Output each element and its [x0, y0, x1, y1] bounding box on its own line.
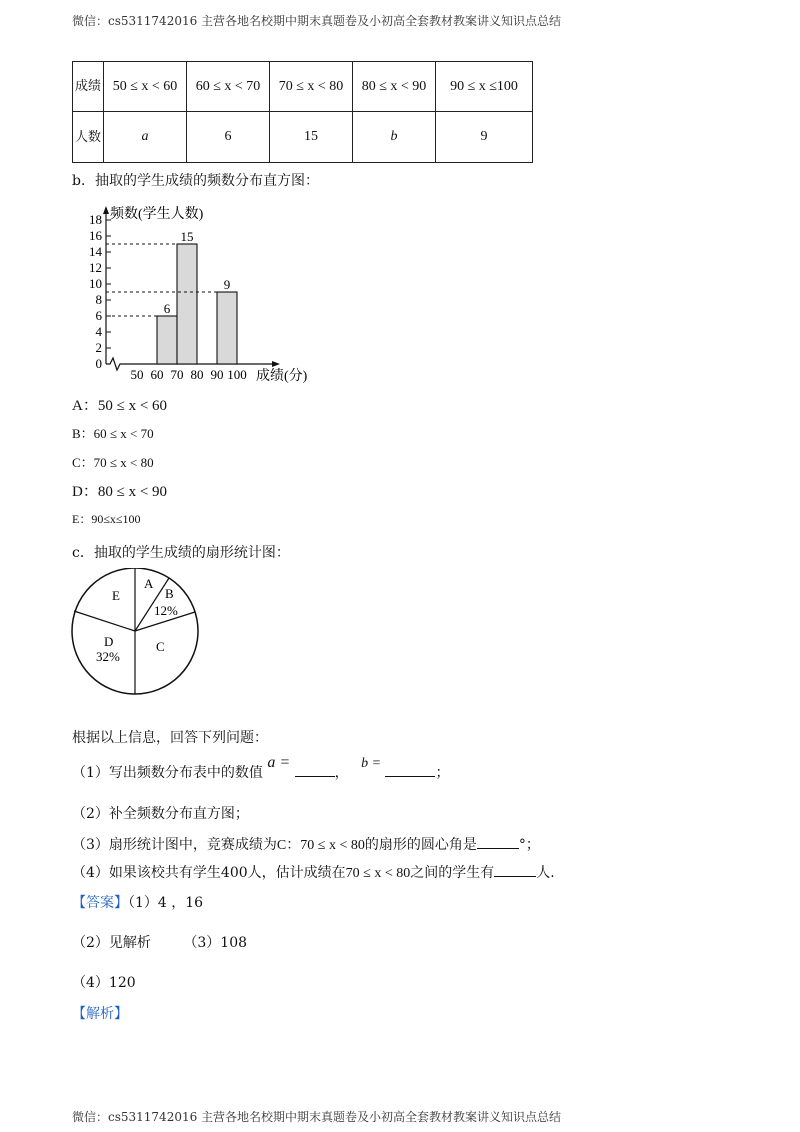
analysis-tag: 【解析】 — [72, 1006, 128, 1022]
table-cell-count: 9 — [436, 112, 533, 163]
q4-blank[interactable] — [494, 876, 536, 877]
section-c-title: c．抽取的学生成绩的扇形统计图： — [72, 545, 290, 561]
pie-label-b: B — [165, 586, 174, 601]
y-tick-label: 0 — [95, 356, 102, 371]
y-tick-label: 16 — [89, 228, 102, 243]
y-tick-label: 2 — [95, 340, 102, 355]
pie-chart — [68, 568, 202, 698]
table-cell-range: 90 ≤ x ≤100 — [436, 62, 533, 112]
y-tick-label: 14 — [89, 244, 102, 259]
q4-text: （4）如果该校共有学生400人，估计成绩在 — [72, 865, 346, 881]
q4-math: 70 ≤ x < 80 — [345, 866, 411, 881]
y-tick-label: 12 — [89, 260, 102, 275]
question-3 — [72, 834, 540, 854]
x-axis-arrow — [272, 361, 280, 367]
q3-math: C：70 ≤ x < 80 — [276, 838, 365, 853]
y-tick-label: 4 — [95, 324, 102, 339]
y-axis-arrow — [103, 206, 109, 214]
pie-label-d: D — [104, 634, 114, 649]
x-tick-label: 50 — [130, 367, 144, 382]
frequency-table — [72, 61, 533, 163]
q3-blank[interactable] — [477, 848, 519, 849]
option-d: D：80 ≤ x < 90 — [72, 484, 168, 500]
x-axis-title: 成绩(分) — [256, 369, 308, 384]
page-footer: 微信：cs5311742016 主营各地名校期中期末真题卷及小初高全套教材教案讲义知识点总结 — [72, 1110, 562, 1124]
histogram-bar — [217, 292, 237, 364]
pie-divider — [74, 611, 135, 631]
table-cell-range: 60 ≤ x < 70 — [187, 62, 270, 112]
question-2: （2）补全频数分布直方图； — [72, 806, 249, 822]
y-tick-label: 10 — [89, 276, 102, 291]
pie-percent-b: 12% — [154, 603, 178, 618]
pie-label-c: C — [156, 639, 165, 654]
y-axis-title: 频数(学生人数) — [110, 207, 204, 222]
table-cell-range: 50 ≤ x < 60 — [104, 62, 187, 112]
y-tick-label: 18 — [89, 212, 102, 227]
pie-label-e: E — [112, 588, 120, 603]
table-row-scores — [73, 62, 533, 112]
table-cell-count: a — [104, 112, 187, 163]
x-tick-label: 80 — [190, 367, 204, 382]
table-cell-range: 70 ≤ x < 80 — [270, 62, 353, 112]
x-tick-label: 90 — [210, 367, 224, 382]
x-tick-label: 70 — [170, 367, 184, 382]
question-4 — [72, 862, 555, 882]
pie-percent-d: 32% — [96, 649, 120, 664]
option-c: C：70 ≤ x < 80 — [72, 455, 154, 470]
answer-3-text: （3）108 — [183, 935, 248, 951]
answer-tag: 【答案】 — [72, 895, 128, 911]
table-row-label: 成绩 — [73, 62, 104, 112]
table-cell-count: b — [353, 112, 436, 163]
q1-a-blank[interactable] — [295, 776, 335, 777]
histogram-bar — [157, 316, 177, 364]
q3-text: （3）扇形统计图中，竞赛成绩为 — [72, 837, 277, 853]
q1-b-label: b = — [361, 756, 382, 771]
option-b: B：60 ≤ x < 70 — [72, 426, 154, 441]
table-row-label: 人数 — [73, 112, 104, 163]
table-cell-count: 6 — [187, 112, 270, 163]
questions-intro: 根据以上信息，回答下列问题： — [72, 730, 268, 746]
table-cell-count: 15 — [270, 112, 353, 163]
histogram-chart — [60, 192, 340, 388]
table-cell-range: 80 ≤ x < 90 — [353, 62, 436, 112]
bar-value-label: 15 — [180, 229, 194, 244]
pie-label-a: A — [144, 576, 154, 591]
q1-a-label: a = — [267, 754, 291, 771]
x-tick-label: 60 — [150, 367, 164, 382]
histogram-bar — [177, 244, 197, 364]
option-a: A：50 ≤ x < 60 — [72, 398, 168, 414]
y-tick-label: 6 — [95, 308, 102, 323]
q1-sep: ， — [334, 765, 349, 781]
q1-end: ； — [435, 765, 450, 781]
y-tick-label: 8 — [95, 292, 102, 307]
bar-value-label: 6 — [163, 301, 171, 316]
answer-2-text: （2）见解析 — [72, 935, 151, 951]
q4-end: 人. — [536, 865, 555, 881]
q1-text: （1）写出频数分布表中的数值 — [72, 765, 263, 781]
answer-1-text: （1）4 ，16 — [128, 895, 204, 911]
q4-suffix: 之间的学生有 — [410, 865, 495, 881]
answer-4: （4）120 — [72, 975, 136, 991]
bar-value-label: 9 — [223, 277, 231, 292]
q1-b-blank[interactable] — [385, 776, 435, 777]
question-1 — [72, 754, 450, 782]
q3-end: °； — [518, 837, 540, 853]
q3-suffix: 的扇形的圆心角是 — [364, 837, 477, 853]
answer-1 — [72, 892, 203, 912]
answer-2 — [72, 932, 247, 952]
option-e: E：90≤x≤100 — [72, 512, 141, 526]
table-row-counts — [73, 112, 533, 163]
page-header: 微信：cs5311742016 主营各地名校期中期末真题卷及小初高全套教材教案讲义知识点总结 — [72, 14, 562, 28]
section-b-title: b．抽取的学生成绩的频数分布直方图： — [72, 173, 319, 189]
x-tick-label: 100 — [227, 367, 247, 382]
